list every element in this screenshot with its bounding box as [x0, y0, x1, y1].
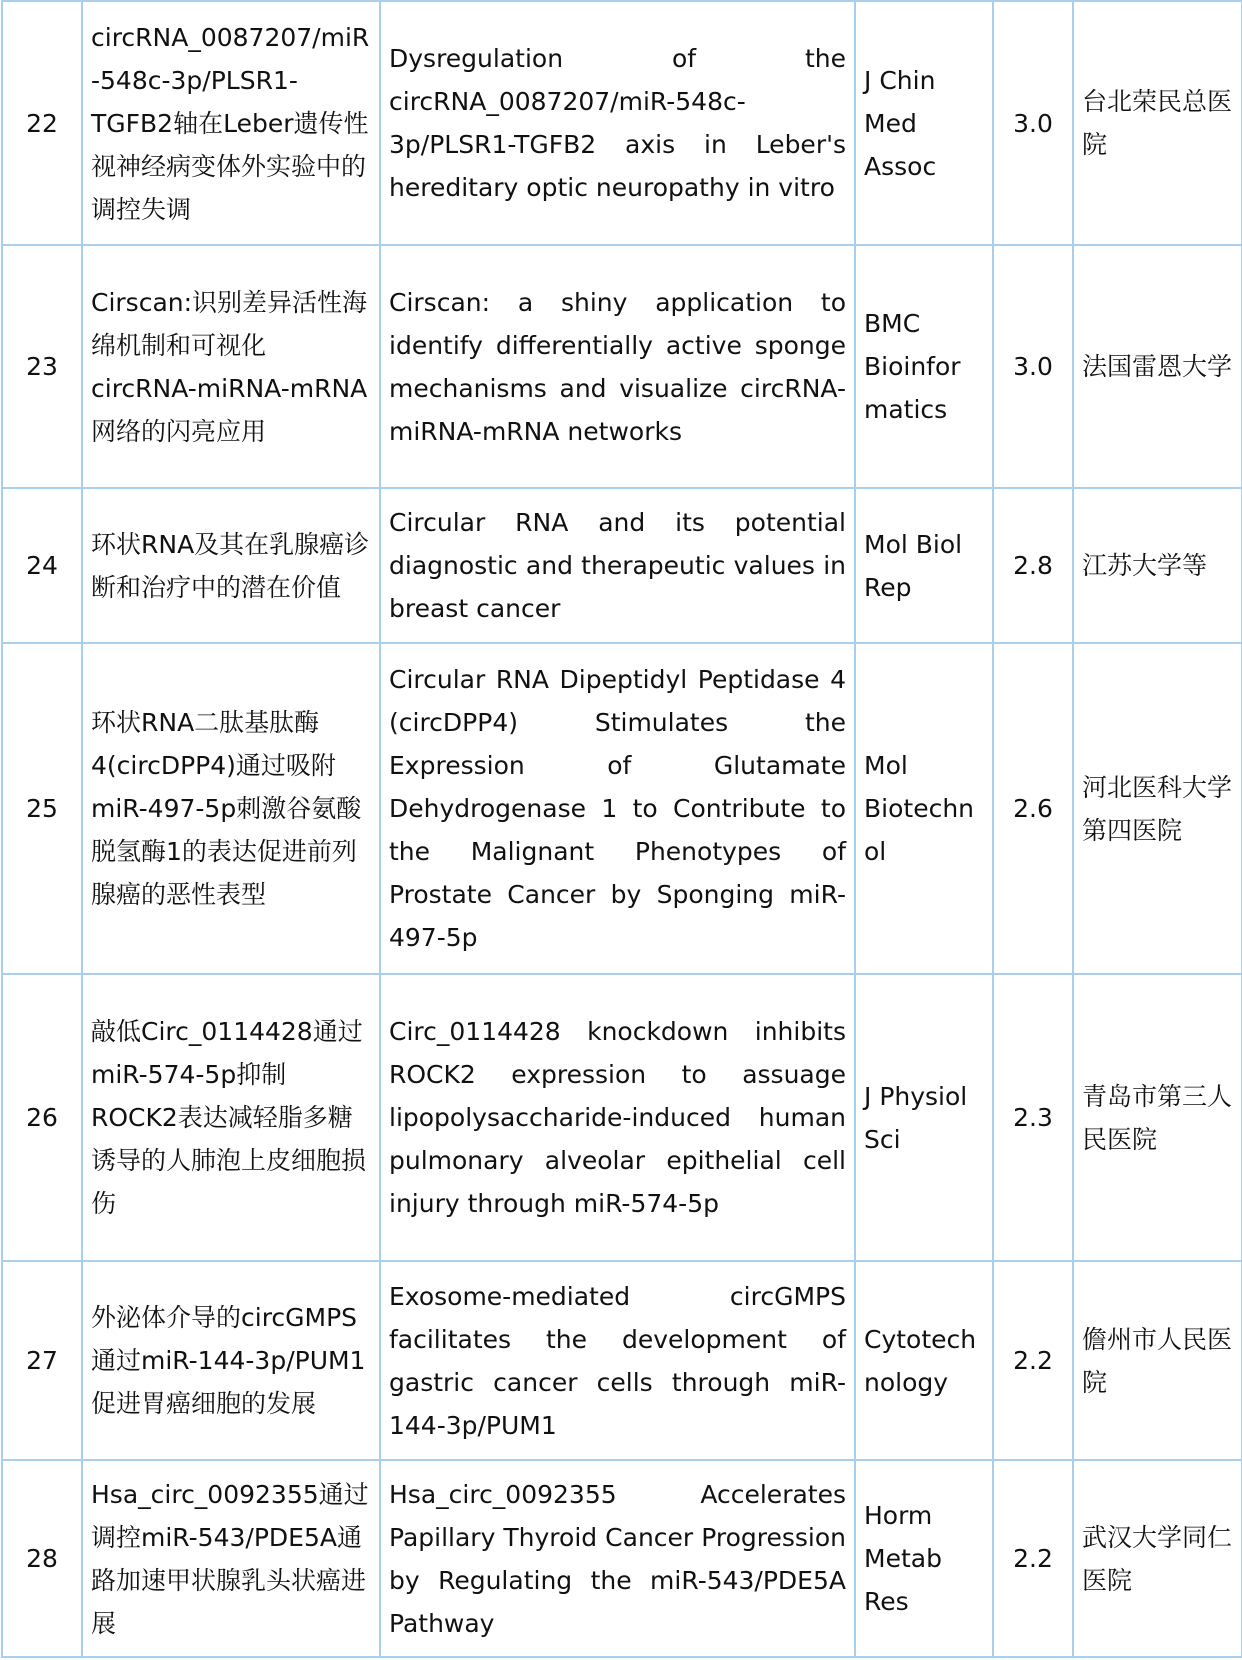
english-title: Circular RNA and its potential diagnostic and therapeutic values in breast cancer: [380, 488, 855, 643]
table-row: [2, 974, 1242, 1261]
table-row: [2, 1261, 1242, 1460]
chinese-title: Cirscan:识别差异活性海绵机制和可视化circRNA-miRNA-mRNA网络的闪亮应用: [82, 245, 380, 488]
chinese-title: 环状RNA二肽基肽酶4(circDPP4)通过吸附miR-497-5p刺激谷氨酸脱氢酶1的表达促进前列腺癌的恶性表型: [82, 643, 380, 974]
institution: 武汉大学同仁医院: [1073, 1460, 1242, 1657]
impact-factor: 3.0: [993, 245, 1073, 488]
impact-factor: 2.6: [993, 643, 1073, 974]
institution: 青岛市第三人民医院: [1073, 974, 1242, 1261]
row-number: 27: [2, 1261, 82, 1460]
journal-name: BMC Bioinformatics: [855, 245, 993, 488]
english-title: Cirscan: a shiny application to identify differentially active sponge mechanisms and visualize circRNA-miRNA-mRNA networks: [380, 245, 855, 488]
institution: 台北荣民总医院: [1073, 1, 1242, 245]
impact-factor: 2.8: [993, 488, 1073, 643]
impact-factor: 3.0: [993, 1, 1073, 245]
table-row: [2, 643, 1242, 974]
chinese-title: 环状RNA及其在乳腺癌诊断和治疗中的潜在价值: [82, 488, 380, 643]
impact-factor: 2.2: [993, 1460, 1073, 1657]
literature-table-body: [2, 1, 1242, 1657]
row-number: 24: [2, 488, 82, 643]
impact-factor: 2.3: [993, 974, 1073, 1261]
row-number: 26: [2, 974, 82, 1261]
english-title: Dysregulation of the circRNA_0087207/miR-548c-3p/PLSR1-TGFB2 axis in Leber's hereditary optic neuropathy in vitro: [380, 1, 855, 245]
row-number: 23: [2, 245, 82, 488]
table-row: [2, 245, 1242, 488]
table-row: [2, 1, 1242, 245]
chinese-title: Hsa_circ_0092355通过调控miR-543/PDE5A通路加速甲状腺乳头状癌进展: [82, 1460, 380, 1657]
english-title: Circ_0114428 knockdown inhibits ROCK2 expression to assuage lipopolysaccharide-induced human pulmonary alveolar epithelial cell injury through miR-574-5p: [380, 974, 855, 1261]
impact-factor: 2.2: [993, 1261, 1073, 1460]
row-number: 28: [2, 1460, 82, 1657]
institution: 江苏大学等: [1073, 488, 1242, 643]
chinese-title: circRNA_0087207/miR-548c-3p/PLSR1-TGFB2轴在Leber遗传性视神经病变体外实验中的调控失调: [82, 1, 380, 245]
institution: 法国雷恩大学: [1073, 245, 1242, 488]
journal-name: J Chin Med Assoc: [855, 1, 993, 245]
table-row: [2, 1460, 1242, 1657]
literature-table: [1, 0, 1242, 1658]
journal-name: Cytotechnology: [855, 1261, 993, 1460]
english-title: Exosome-mediated circGMPS facilitates the development of gastric cancer cells through miR-144-3p/PUM1: [380, 1261, 855, 1460]
table-row: [2, 488, 1242, 643]
english-title: Circular RNA Dipeptidyl Peptidase 4 (circDPP4) Stimulates the Expression of Glutamate Dehydrogenase 1 to Contribute to the Malignant Phenotypes of Prostate Cancer by Sponging miR-497-5p: [380, 643, 855, 974]
row-number: 25: [2, 643, 82, 974]
journal-name: Mol Biol Rep: [855, 488, 993, 643]
journal-name: Horm Metab Res: [855, 1460, 993, 1657]
institution: 河北医科大学第四医院: [1073, 643, 1242, 974]
journal-name: J Physiol Sci: [855, 974, 993, 1261]
chinese-title: 敲低Circ_0114428通过miR-574-5p抑制ROCK2表达减轻脂多糖诱导的人肺泡上皮细胞损伤: [82, 974, 380, 1261]
english-title: Hsa_circ_0092355 Accelerates Papillary Thyroid Cancer Progression by Regulating the miR-543/PDE5A Pathway: [380, 1460, 855, 1657]
row-number: 22: [2, 1, 82, 245]
institution: 儋州市人民医院: [1073, 1261, 1242, 1460]
chinese-title: 外泌体介导的circGMPS通过miR-144-3p/PUM1促进胃癌细胞的发展: [82, 1261, 380, 1460]
journal-name: Mol Biotechnol: [855, 643, 993, 974]
